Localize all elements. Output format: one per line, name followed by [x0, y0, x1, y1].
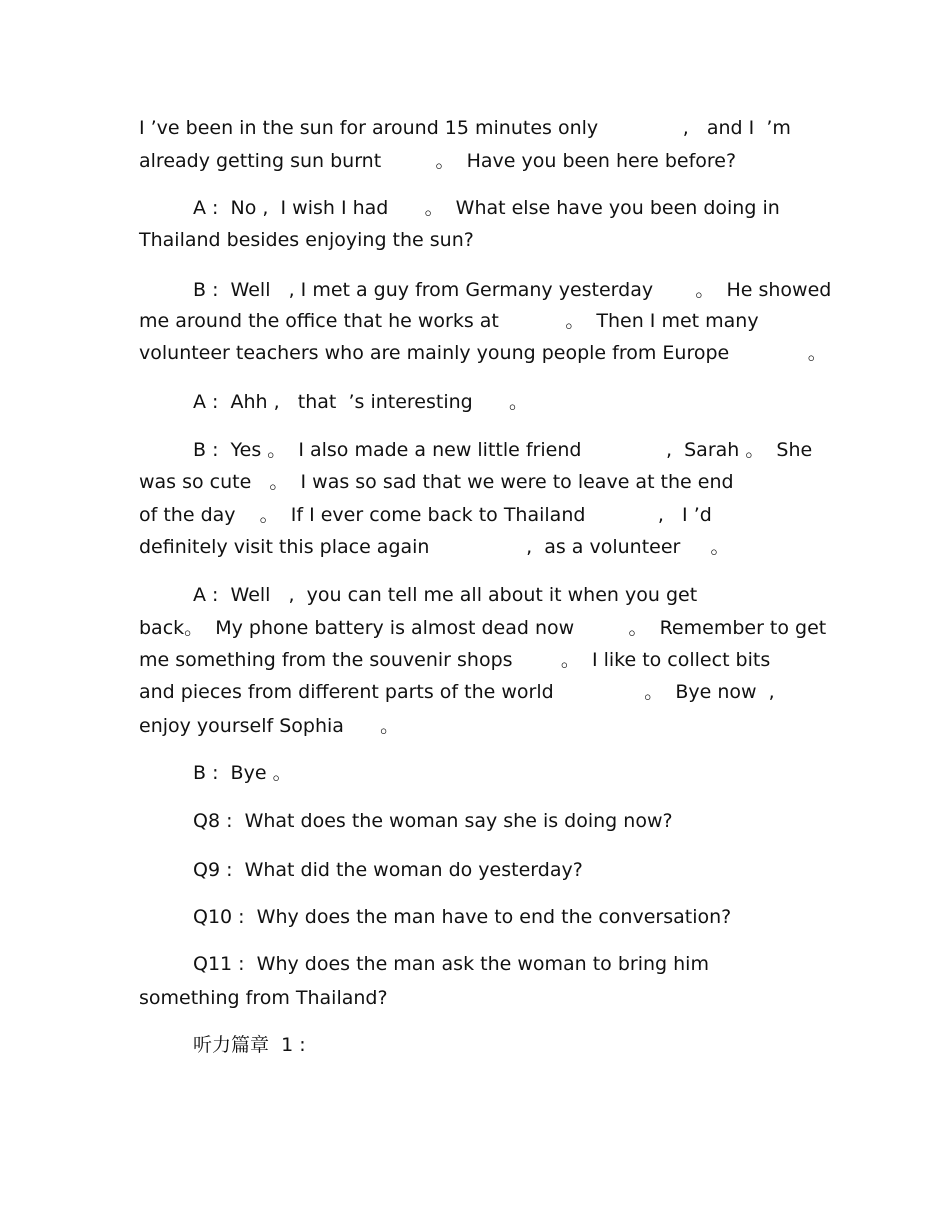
text-line: back。 My phone battery is almost dead now 。 Remember to get	[139, 617, 827, 639]
text-line: of the day 。 If I ever come back to Thailand , I ’d	[139, 504, 712, 526]
question-q11: Q11 : Why does the man ask the woman to bring him	[193, 953, 709, 975]
dialogue-line-b: B : Well , I met a guy from Germany yesterday 。 He showed	[193, 279, 832, 301]
question-q10: Q10 : Why does the man have to end the conversation?	[193, 906, 732, 928]
dialogue-line-a: A : Ahh , that ’s interesting 。	[193, 391, 528, 413]
dialogue-line-b: B : Bye 。	[193, 762, 292, 784]
text-line: and pieces from different parts of the world 。 Bye now ,	[139, 681, 775, 703]
text-line: was so cute 。 I was so sad that we were to leave at the end	[139, 471, 734, 493]
text-line: me around the office that he works at 。 Then I met many	[139, 310, 759, 332]
dialogue-line-a: A : No , I wish I had 。 What else have you been doing in	[193, 197, 780, 219]
text-line: something from Thailand?	[139, 987, 388, 1009]
text-line: volunteer teachers who are mainly young people from Europe 。	[139, 342, 827, 364]
text-line: definitely visit this place again , as a volunteer 。	[139, 536, 730, 558]
text-line: me something from the souvenir shops 。 I like to collect bits	[139, 649, 771, 671]
dialogue-line-a: A : Well , you can tell me all about it when you get	[193, 584, 698, 606]
dialogue-line-b: B : Yes 。 I also made a new little friend , Sarah 。 She	[193, 439, 813, 461]
text-line: already getting sun burnt 。 Have you been here before?	[139, 150, 737, 172]
text-line: I ’ve been in the sun for around 15 minutes only , and I ’m	[139, 117, 791, 139]
text-line: enjoy yourself Sophia 。	[139, 715, 400, 737]
question-q9: Q9 : What did the woman do yesterday?	[193, 859, 583, 881]
section-heading: 听力篇章 1 :	[193, 1034, 306, 1056]
question-q8: Q8 : What does the woman say she is doing now?	[193, 810, 673, 832]
text-line: Thailand besides enjoying the sun?	[139, 229, 474, 251]
